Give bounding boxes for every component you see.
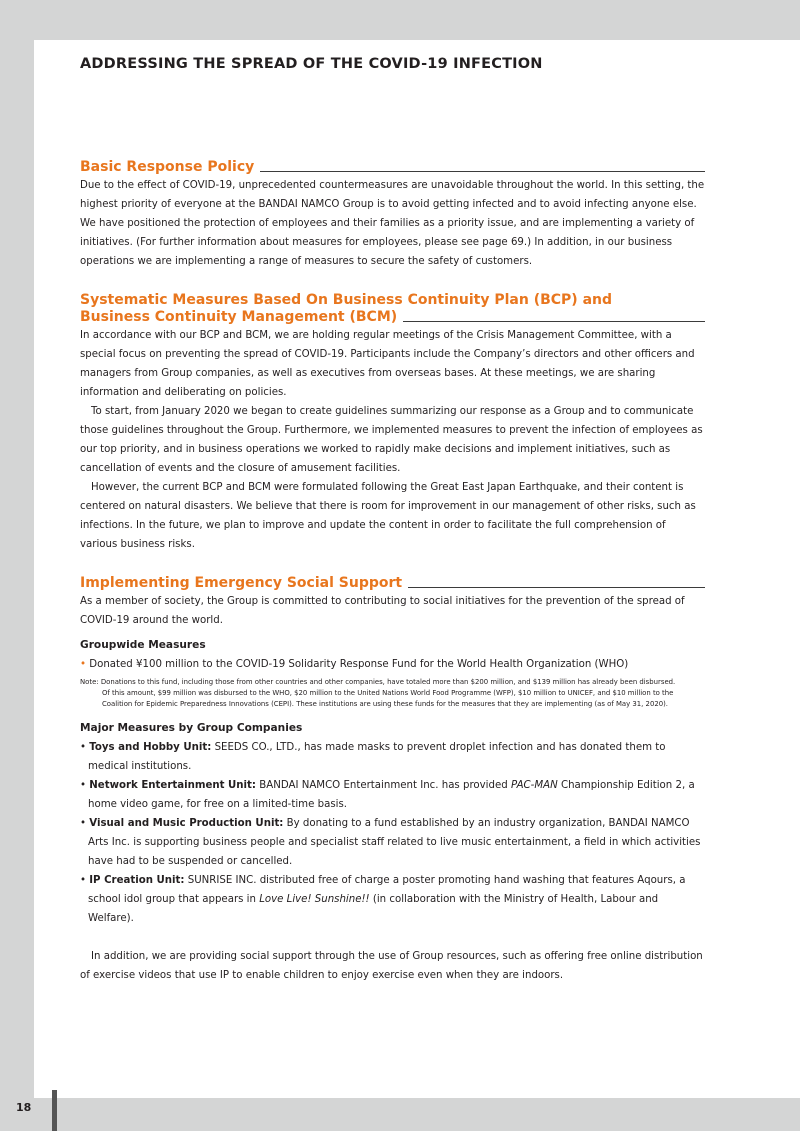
subheading-major-measures: Major Measures by Group Companies	[80, 722, 303, 734]
section-heading-text: Implementing Emergency Social Support	[80, 575, 403, 591]
measure-text: BANDAI NAMCO Entertainment Inc. has provided	[256, 780, 511, 791]
measure-text: (in collaboration with the Ministry of Health, Labour and Welfare).	[88, 894, 659, 924]
section-paragraph: However, the current BCP and BCM were formulated following the Great East Japan Earthquake, and their content is centered on natural disasters. We believe that there is room for improvement in our management of other risks, such as infections. In the future, we plan to improve and update the content in order to facilitate the full comprehension of various business risks.	[80, 482, 696, 550]
page-number: 18	[16, 1101, 32, 1114]
section-heading-line1: Systematic Measures Based On Business Continuity Plan (BCP) and	[80, 292, 612, 308]
bullet-icon: •	[80, 875, 87, 886]
measure-text: Championship Edition 2, a home video game, for free on a limited-time basis.	[88, 780, 695, 810]
list-item	[80, 738, 705, 776]
footnote-line1: Note: Donations to this fund, including those from other countries and other companies, have totaled more than $200 million, and $139 million has already been disbursed.	[80, 678, 676, 686]
list-item	[80, 814, 705, 871]
heading-rule	[260, 171, 705, 172]
section-heading-bcp-bcm	[80, 292, 705, 326]
measure-title: PAC-MAN	[510, 780, 558, 791]
section-paragraph: In accordance with our BCP and BCM, we are holding regular meetings of the Crisis Management Committee, with a special focus on preventing the spread of COVID-19. Participants include the Company’s directors and other officers and managers from Group companies, as well as executives from overseas bases. At these meetings, we are sharing information and deliberating on policies.	[80, 330, 695, 398]
section-paragraph: To start, from January 2020 we began to create guidelines summarizing our response as a Group and to communicate those guidelines throughout the Group. Furthermore, we implemented measures to prevent the infection of employees as our top priority, and in business operations we worked to rapidly make decisions and implement initiatives, such as cancellation of events and the closure of amusement facilities.	[80, 406, 703, 474]
footnote	[80, 677, 705, 710]
footer-bar	[52, 1090, 57, 1131]
content-column	[80, 159, 705, 985]
section-heading-line2-wrap	[80, 309, 705, 326]
measure-text: SEEDS CO., LTD., has made masks to prevent droplet infection and has donated them to medical institutions.	[88, 742, 666, 772]
section-heading-basic-response-policy	[80, 159, 705, 176]
measure-unit-label: Network Entertainment Unit:	[89, 780, 256, 791]
groupwide-item	[80, 655, 705, 674]
section-paragraph: Due to the effect of COVID-19, unprecedented countermeasures are unavoidable throughout the world. In this setting, the highest priority of everyone at the BANDAI NAMCO Group is to avoid getting infected and to avoid infecting anyone else. We have positioned the protection of employees and their families as a priority issue, and are implementing a variety of initiatives. (For further information about measures for employees, please see page 69.) In addition, in our business operations we are implementing a range of measures to secure the safety of customers.	[80, 180, 705, 267]
measure-text: SUNRISE INC. distributed free of charge a poster promoting hand washing that features Aqours, a school idol group that appears in	[88, 875, 686, 905]
subheading-groupwide-measures: Groupwide Measures	[80, 639, 206, 651]
page-sheet	[34, 40, 800, 1098]
page-title: ADDRESSING THE SPREAD OF THE COVID-19 INFECTION	[80, 56, 543, 72]
measure-unit-label: Toys and Hobby Unit:	[89, 742, 212, 753]
bullet-icon: •	[80, 818, 87, 829]
section-heading-emergency-support	[80, 575, 705, 592]
bullet-icon: •	[80, 780, 87, 791]
heading-rule	[403, 321, 705, 322]
measure-text: By donating to a fund established by an industry organization, BANDAI NAMCO Arts Inc. is supporting business people and specialist staff related to live music entertainment, a field in which activities have had to be suspended or cancelled.	[88, 818, 701, 867]
closing-paragraph: In addition, we are providing social support through the use of Group resources, such as offering free online distribution of exercise videos that use IP to enable children to enjoy exercise even when they are indoors.	[80, 951, 703, 981]
section-heading-line2: Business Continuity Management (BCM)	[80, 309, 398, 325]
list-item	[80, 776, 705, 814]
section-heading-text: Basic Response Policy	[80, 159, 255, 175]
measures-list	[80, 738, 705, 928]
footnote-continuation: Of this amount, $99 million was disbursed to the WHO, $20 million to the United Nations World Food Programme (WFP), $10 million to UNICEF, and $10 million to the Coalition for Epidemic Preparedness Innovations (CEPI). These institutions are using these funds for the measures that they are implementing (as of May 31, 2020).	[102, 689, 674, 708]
list-item	[80, 871, 705, 928]
section-paragraph: As a member of society, the Group is committed to contributing to social initiatives for the prevention of the spread of COVID-19 around the world.	[80, 596, 685, 626]
bullet-icon: •	[80, 659, 87, 670]
measure-title: Love Live! Sunshine!!	[259, 894, 370, 905]
groupwide-item-text: Donated ¥100 million to the COVID-19 Solidarity Response Fund for the World Health Organization (WHO)	[89, 659, 629, 670]
bullet-icon: •	[80, 742, 87, 753]
heading-rule	[408, 587, 705, 588]
measure-unit-label: IP Creation Unit:	[89, 875, 185, 886]
measure-unit-label: Visual and Music Production Unit:	[89, 818, 284, 829]
